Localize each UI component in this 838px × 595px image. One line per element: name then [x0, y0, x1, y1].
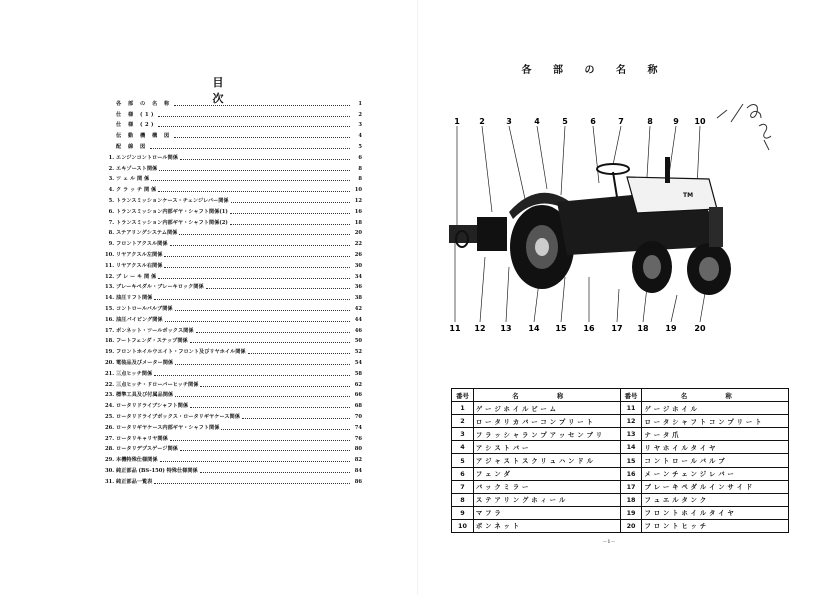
parts-table-row: [452, 493, 789, 506]
toc-entry-page: 84: [354, 467, 362, 474]
toc-entry-number: 22.: [104, 381, 114, 388]
toc-entry-number: 13.: [104, 284, 114, 291]
toc-entry-page: 42: [354, 305, 362, 312]
parts-title: 各 部 の 名 称: [521, 65, 667, 76]
toc-leader-dots: [180, 450, 350, 451]
toc-entry-label: ツ ェ ル 関 係: [116, 176, 150, 183]
toc-leader-dots: [174, 137, 350, 138]
part-name-right: ゲ ー ジ ホ イ ル: [642, 402, 789, 415]
page-number: －1－: [602, 539, 616, 545]
toc-entry-label: ボンネット・ツールボックス関係: [116, 327, 194, 334]
toc-entry-page: 68: [354, 403, 362, 410]
parts-table-header: [452, 389, 789, 402]
parts-table-row: [452, 506, 789, 519]
toc-entry[interactable]: [104, 410, 362, 421]
toc-entry-label: トランスミッション内部ギヤ・シャフト関係(1): [116, 208, 228, 215]
toc-leader-dots: [154, 375, 350, 376]
toc-entry-label: ロータリギヤケース内部ギヤ・シャフト関係: [116, 424, 220, 431]
toc-entry-label: エキゾースト関係: [116, 165, 158, 172]
callout-number-top: 8: [647, 117, 653, 126]
toc-entry-number: 5.: [108, 197, 114, 204]
toc-leader-dots: [170, 440, 350, 441]
bonnet-shape: [627, 177, 717, 213]
part-number-left: 9: [452, 506, 474, 519]
toc-leader-dots: [165, 321, 350, 322]
toc-entry-number: 28.: [104, 446, 114, 453]
part-name-right: フ ロ ン ト ホ イ ル タ イ ヤ: [642, 506, 789, 519]
toc-entry-label: 三点ヒッチ・ドローバーヒッチ関係: [116, 381, 199, 388]
toc-entry-page: 76: [354, 435, 362, 442]
callout-number-top: 6: [590, 117, 596, 126]
toc-entry-number: 25.: [104, 413, 114, 420]
toc-entry[interactable]: [104, 205, 362, 216]
toc-entry-label: ロータリデプスゲージ関係: [116, 446, 178, 453]
toc-entry-label: 純正部品一覧表: [116, 478, 153, 485]
toc-entry[interactable]: [104, 291, 362, 302]
part-number-left: 10: [452, 519, 474, 532]
toc-entry-page: 80: [354, 446, 362, 453]
toc-entry-page: 8: [358, 176, 362, 183]
toc-leader-dots: [196, 332, 350, 333]
callout-number-top: 9: [673, 117, 679, 126]
toc-entry-number: 30.: [104, 467, 114, 474]
toc-entry-label: ステアリングシステム関係: [116, 230, 178, 237]
toc-leader-dots: [158, 126, 350, 127]
header-number-right: 番号: [620, 389, 642, 402]
toc-leader-dots: [248, 353, 350, 354]
toc-leader-dots: [175, 396, 350, 397]
part-name-left: フ ェ ン ダ: [473, 467, 620, 480]
toc-entry[interactable]: [104, 302, 362, 313]
toc-leader-dots: [206, 288, 350, 289]
part-number-right: 15: [620, 454, 642, 467]
toc-entry-number: 9.: [108, 241, 114, 248]
toc-entry-label: 純正部品 (BS-150) 特殊仕様関係: [116, 467, 198, 474]
toc-leader-dots: [190, 342, 350, 343]
part-name-left: ス テ ア リ ン グ ホ ィ ー ル: [473, 493, 620, 506]
part-name-right: ナ ー タ 爪: [642, 428, 789, 441]
toc-leader-dots: [200, 472, 350, 473]
toc-leader-dots: [190, 407, 350, 408]
toc-entry-page: 2: [358, 111, 362, 118]
callout-number-bottom: 12: [474, 324, 486, 333]
toc-entry-label: フロントホイルウエイト・フロント及びリヤホイル関係: [116, 349, 246, 356]
toc-entry-label: エンジンコントロール関係: [116, 154, 178, 161]
toc-entry[interactable]: [104, 335, 362, 346]
toc-leader-dots: [150, 148, 350, 149]
toc-leader-dots: [175, 310, 350, 311]
header-name-left: 名 称: [473, 389, 620, 402]
toc-entry[interactable]: [104, 97, 362, 108]
parts-table-body: [452, 402, 789, 533]
toc-entry[interactable]: [104, 162, 362, 173]
toc-entry-label: トランスミッション内部ギヤ・シャフト関係(2): [116, 219, 228, 226]
toc-entry-label: 仕 様 (2): [116, 122, 157, 129]
toc-entry-number: 23.: [104, 392, 114, 399]
part-name-left: ゲ ー ジ ホ イ ル ビ ー ム: [473, 402, 620, 415]
toc-entry-page: 54: [354, 359, 362, 366]
toc-entry[interactable]: [104, 453, 362, 464]
part-name-left: ア シ ス ト バ ー: [473, 441, 620, 454]
parts-table-row: [452, 415, 789, 428]
part-number-right: 18: [620, 493, 642, 506]
toc-entry[interactable]: [104, 237, 362, 248]
toc-entry-number: 3.: [108, 176, 114, 183]
toc-entry-page: 8: [358, 165, 362, 172]
toc-entry[interactable]: [104, 119, 362, 130]
toc-entry-label: ロータリドライブシャフト関係: [116, 403, 189, 410]
toc-entry[interactable]: [104, 173, 362, 184]
muffler-shape: [665, 157, 670, 183]
toc-entry-label: フートフェンダ・ステップ関係: [116, 338, 188, 345]
parts-table-row: [452, 519, 789, 532]
callout-number-top: 10: [694, 117, 706, 126]
toc-entry[interactable]: [104, 432, 362, 443]
part-number-left: 2: [452, 415, 474, 428]
binding-gutter: [417, 0, 418, 595]
rotary-box-shape: [477, 217, 507, 251]
part-name-right: リ ヤ ホ イ ル タ イ ヤ: [642, 441, 789, 454]
toc-entry-label: ク ラ ッ チ 関 係: [116, 187, 157, 194]
toc-entry-page: 16: [354, 208, 362, 215]
toc-entry-page: 82: [354, 457, 362, 464]
toc-entry[interactable]: [104, 399, 362, 410]
toc-entry-label: リヤアクスル右関係: [116, 262, 163, 269]
toc-entry-page: 66: [354, 392, 362, 399]
part-number-left: 4: [452, 441, 474, 454]
callout-number-top: 2: [479, 117, 485, 126]
callout-number-top: 1: [454, 117, 460, 126]
toc-entry-number: 8.: [108, 230, 114, 237]
rotary-cover-shape: [449, 225, 479, 243]
parts-table-row: [452, 428, 789, 441]
part-number-right: 14: [620, 441, 642, 454]
part-name-right: ブ レ ー キ ペ ダ ル イ ン サ イ ド: [642, 480, 789, 493]
part-number-right: 13: [620, 428, 642, 441]
toc-entry[interactable]: [104, 324, 362, 335]
toc-entry[interactable]: [104, 378, 362, 389]
toc-entry-label: 電装品及びメーター関係: [116, 359, 174, 366]
toc-entry-label: 各 部 の 名 称: [116, 100, 172, 107]
toc-leader-dots: [180, 159, 350, 160]
toc-entry-label: ブ レ ー キ 関 係: [116, 273, 157, 280]
toc-entry-number: 16.: [104, 316, 114, 323]
toc-entry-page: 6: [358, 154, 362, 161]
toc-leader-dots: [230, 213, 350, 214]
parts-table-row: [452, 467, 789, 480]
toc-leader-dots: [164, 267, 350, 268]
toc-entry-number: 27.: [104, 435, 114, 442]
toc-entry[interactable]: [104, 227, 362, 238]
toc-entry-number: 4.: [108, 187, 114, 194]
toc-entry-number: 21.: [104, 370, 114, 377]
toc-leader-dots: [158, 191, 350, 192]
callout-number-bottom: 17: [611, 324, 623, 333]
toc-entry-number: 10.: [104, 251, 114, 258]
toc-entry[interactable]: [104, 216, 362, 227]
toc-leader-dots: [200, 386, 350, 387]
toc-entry[interactable]: [104, 389, 362, 400]
toc-entry-label: 三点ヒッチ関係: [116, 370, 153, 377]
toc-leader-dots: [164, 256, 350, 257]
toc-entry-label: コントロールバルブ関係: [116, 305, 173, 312]
hood-brand-text: TM: [683, 192, 694, 199]
header-name-right: 名 称: [642, 389, 789, 402]
tractor-illustration: [447, 117, 747, 339]
toc-entry-number: 20.: [104, 359, 114, 366]
toc-leader-dots: [230, 224, 350, 225]
toc-entry-page: 1: [358, 100, 362, 107]
parts-table-row: [452, 480, 789, 493]
toc-entry-number: 31.: [104, 478, 114, 485]
toc-entry-page: 18: [354, 219, 362, 226]
toc-entry[interactable]: [104, 129, 362, 140]
toc-leader-dots: [158, 116, 350, 117]
toc-entry[interactable]: [104, 356, 362, 367]
toc-entry[interactable]: [104, 313, 362, 324]
toc-entry-page: 50: [354, 338, 362, 345]
part-name-left: ボ ン ネ ッ ト: [473, 519, 620, 532]
part-number-right: 12: [620, 415, 642, 428]
callout-number-bottom: 14: [528, 324, 540, 333]
toc-entry-label: 配 線 図: [116, 143, 148, 150]
toc-entry-label: ロータリキャリヤ関係: [116, 435, 168, 442]
toc-entry-number: 17.: [104, 327, 114, 334]
part-number-right: 20: [620, 519, 642, 532]
callout-number-bottom: 13: [500, 324, 512, 333]
parts-table: [451, 388, 789, 533]
toc-entry-page: 20: [354, 230, 362, 237]
toc-entry[interactable]: [104, 475, 362, 486]
toc-entry[interactable]: [104, 443, 362, 454]
part-number-left: 7: [452, 480, 474, 493]
toc-entry-page: 36: [354, 284, 362, 291]
part-name-right: コ ン ト ロ ー ル バ ル ブ: [642, 454, 789, 467]
toc-entry-number: 19.: [104, 349, 114, 356]
part-number-left: 5: [452, 454, 474, 467]
callout-number-bottom: 11: [449, 324, 461, 333]
toc-entry-page: 22: [354, 241, 362, 248]
toc-entry[interactable]: [104, 194, 362, 205]
toc-list: [104, 97, 362, 486]
part-number-left: 1: [452, 402, 474, 415]
part-name-right: メ ー ン チ ェ ン ジ レ バ ー: [642, 467, 789, 480]
callout-number-bottom: 16: [583, 324, 595, 333]
tractor-figure: [447, 117, 747, 339]
toc-entry-label: ブレーキペダル・ブレーキロック関係: [116, 284, 204, 291]
toc-entry-label: フロントアクスル関係: [116, 241, 168, 248]
toc-entry-page: 70: [354, 413, 362, 420]
part-number-right: 16: [620, 467, 642, 480]
toc-entry[interactable]: [104, 345, 362, 356]
toc-entry[interactable]: [104, 140, 362, 151]
part-number-right: 19: [620, 506, 642, 519]
part-name-left: ロ ー タ リ カ バ ー コ ン プ リ ー ト: [473, 415, 620, 428]
toc-entry-page: 74: [354, 424, 362, 431]
toc-entry-label: 本機特殊仕様関係: [116, 457, 158, 464]
callout-number-top: 5: [562, 117, 568, 126]
toc-leader-dots: [160, 461, 350, 462]
toc-entry[interactable]: [104, 183, 362, 194]
toc-entry-number: 1.: [108, 154, 114, 161]
toc-title: 目 次: [212, 76, 258, 105]
toc-leader-dots: [179, 234, 350, 235]
toc-entry-page: 52: [354, 349, 362, 356]
toc-leader-dots: [158, 278, 350, 279]
toc-entry[interactable]: [104, 108, 362, 119]
toc-entry[interactable]: [104, 367, 362, 378]
callout-number-top: 4: [534, 117, 540, 126]
toc-leader-dots: [151, 180, 350, 181]
toc-entry-label: リヤアクスル左関係: [116, 251, 163, 258]
part-number-left: 8: [452, 493, 474, 506]
callout-number-bottom: 19: [665, 324, 677, 333]
toc-entry-page: 26: [354, 251, 362, 258]
toc-leader-dots: [154, 483, 350, 484]
toc-leader-dots: [242, 418, 350, 419]
toc-entry[interactable]: [104, 464, 362, 475]
toc-entry-number: 2.: [108, 165, 114, 172]
toc-entry-label: 油圧パイピング関係: [116, 316, 163, 323]
toc-entry-label: 仕 様 (1): [116, 111, 157, 118]
toc-leader-dots: [154, 299, 350, 300]
part-number-left: 6: [452, 467, 474, 480]
header-number-left: 番号: [452, 389, 474, 402]
callout-number-bottom: 15: [555, 324, 567, 333]
toc-entry-page: 34: [354, 273, 362, 280]
toc-entry[interactable]: [104, 281, 362, 292]
toc-entry-label: 標準工具及び付属品関係: [116, 392, 174, 399]
toc-entry-number: 11.: [104, 262, 114, 269]
toc-entry[interactable]: [104, 421, 362, 432]
toc-entry-page: 5: [358, 143, 362, 150]
part-number-right: 11: [620, 402, 642, 415]
part-name-left: フ ラ ッ シ ャ ラ ン プ ア ッ セ ン ブ リ: [473, 428, 620, 441]
callout-number-bottom: 18: [637, 324, 649, 333]
toc-entry-number: 6.: [108, 208, 114, 215]
toc-entry-number: 7.: [108, 219, 114, 226]
toc-entry-page: 30: [354, 262, 362, 269]
part-name-right: ロ ー タ シ ャ フ ト コ ン プ リ ー ト: [642, 415, 789, 428]
toc-leader-dots: [175, 364, 350, 365]
toc-leader-dots: [170, 245, 350, 246]
toc-entry[interactable]: [104, 151, 362, 162]
parts-page: [419, 0, 838, 595]
toc-entry-page: 44: [354, 316, 362, 323]
parts-table-row: [452, 402, 789, 415]
toc-leader-dots: [221, 429, 350, 430]
toc-entry[interactable]: [104, 259, 362, 270]
part-name-left: バ ッ ク ミ ラ ー: [473, 480, 620, 493]
toc-entry-number: 18.: [104, 338, 114, 345]
toc-entry-page: 86: [354, 478, 362, 485]
toc-entry-page: 4: [358, 133, 362, 140]
toc-entry[interactable]: [104, 270, 362, 281]
toc-entry-number: 26.: [104, 424, 114, 431]
callout-number-top: 3: [506, 117, 512, 126]
callout-number-bottom: 20: [694, 324, 706, 333]
toc-entry-label: 伝 動 機 構 図: [116, 133, 172, 140]
parts-table-row: [452, 441, 789, 454]
toc-leader-dots: [231, 202, 350, 203]
toc-entry-page: 62: [354, 381, 362, 388]
toc-entry-page: 12: [354, 197, 362, 204]
toc-entry-page: 38: [354, 295, 362, 302]
toc-leader-dots: [159, 170, 350, 171]
toc-entry-number: 29.: [104, 457, 114, 464]
toc-entry-page: 46: [354, 327, 362, 334]
toc-entry-number: 14.: [104, 295, 114, 302]
toc-entry-label: トランスミッションケース・チェンジレバー関係: [116, 197, 229, 204]
toc-entry-number: 15.: [104, 305, 114, 312]
toc-leader-dots: [174, 105, 350, 106]
toc-entry-page: 10: [354, 187, 362, 194]
part-name-right: フ ュ エ ル タ ン ク: [642, 493, 789, 506]
toc-entry-number: 24.: [104, 403, 114, 410]
toc-entry-page: 3: [358, 122, 362, 129]
toc-entry-number: 12.: [104, 273, 114, 280]
part-number-right: 17: [620, 480, 642, 493]
toc-entry-page: 58: [354, 370, 362, 377]
parts-table-row: [452, 454, 789, 467]
toc-entry-label: ロータリドライブボックス・ロータリギヤケース関係: [116, 413, 240, 420]
toc-entry-label: 油圧リフト関係: [116, 295, 153, 302]
toc-entry[interactable]: [104, 248, 362, 259]
part-name-right: フ ロ ン ト ヒ ッ チ: [642, 519, 789, 532]
part-name-left: ア ジ ャ ス ト ス ク リ ュ ハ ン ド ル: [473, 454, 620, 467]
callout-number-top: 7: [618, 117, 624, 126]
part-number-left: 3: [452, 428, 474, 441]
front-grille-shape: [709, 207, 723, 247]
part-name-left: マ フ ラ: [473, 506, 620, 519]
